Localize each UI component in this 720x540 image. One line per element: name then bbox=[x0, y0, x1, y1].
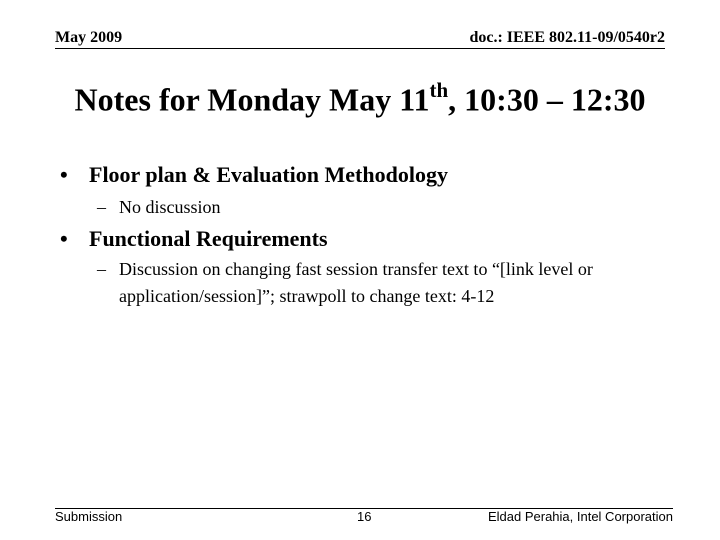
bullet-functional-requirements bbox=[60, 226, 328, 252]
dash-marker: – bbox=[97, 259, 106, 279]
title-superscript: th bbox=[429, 78, 449, 102]
footer-submission: Submission bbox=[55, 509, 123, 524]
footer-page-number: 16 bbox=[357, 509, 372, 524]
bullet-floor-plan bbox=[60, 162, 448, 188]
header-doc-id: doc.: IEEE 802.11-09/0540r2 bbox=[469, 29, 665, 46]
sub-bullet-text: No discussion bbox=[119, 197, 221, 217]
slide-title bbox=[0, 80, 720, 119]
dash-marker: – bbox=[97, 197, 106, 217]
bullet-marker: • bbox=[60, 162, 68, 187]
footer-author: Eldad Perahia, Intel Corporation bbox=[487, 509, 673, 524]
sub-bullet-discussion bbox=[97, 256, 659, 310]
sub-bullet-text: Discussion on changing fast session transfer text to “[link level or application/session]”; strawpoll to change text: 4-12 bbox=[119, 259, 593, 306]
bullet-text: Functional Requirements bbox=[89, 226, 328, 251]
title-rest: , 10:30 – 12:30 bbox=[448, 81, 646, 118]
title-main: Notes for Monday May 11 bbox=[74, 81, 430, 118]
bullet-text: Floor plan & Evaluation Methodology bbox=[89, 162, 448, 187]
header-date: May 2009 bbox=[55, 29, 123, 46]
bullet-marker: • bbox=[60, 226, 68, 251]
header-rule bbox=[55, 48, 665, 49]
sub-bullet-no-discussion bbox=[97, 194, 659, 221]
